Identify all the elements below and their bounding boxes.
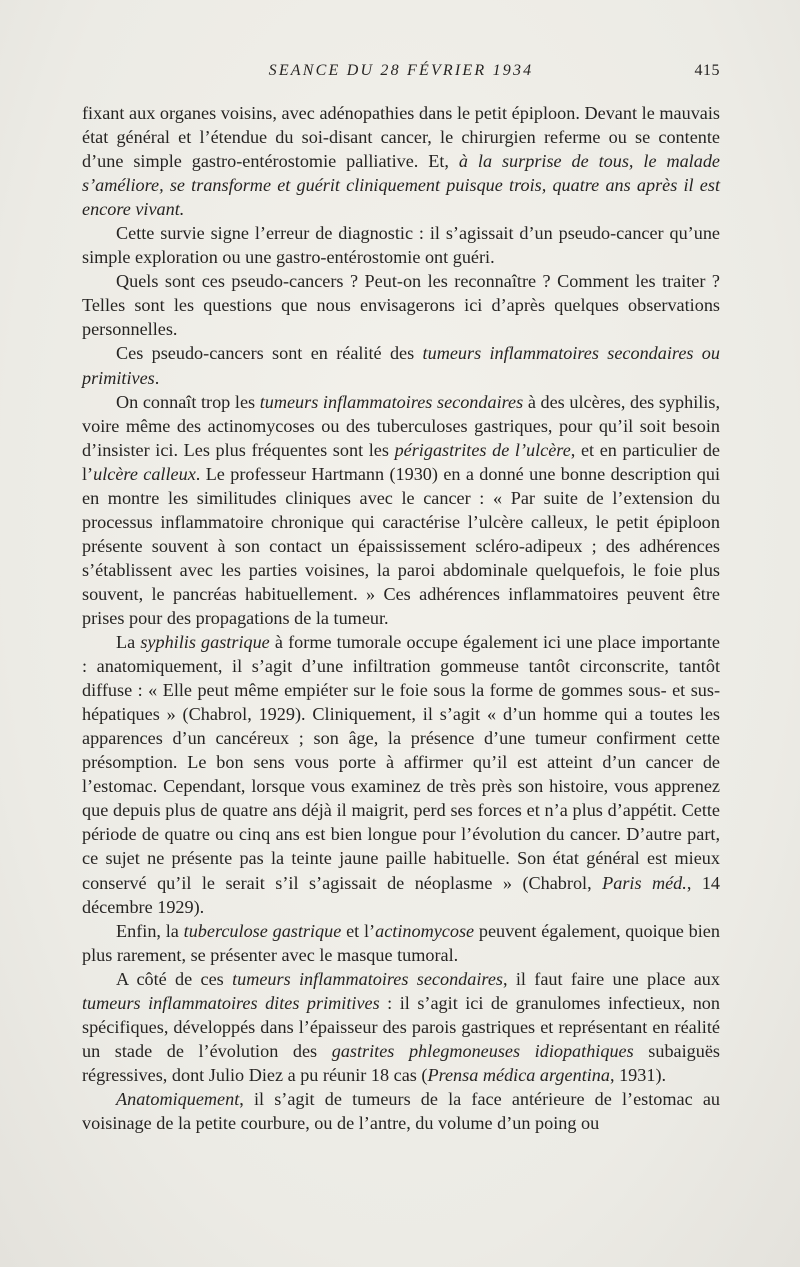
italic-text: actinomycose bbox=[375, 920, 475, 941]
body-text bbox=[82, 101, 720, 1135]
italic-text: périgastrites de l’ulcère bbox=[394, 439, 571, 460]
paragraph bbox=[82, 630, 720, 919]
paragraph bbox=[82, 341, 720, 389]
paragraph bbox=[82, 919, 720, 967]
text-run: subaiguës régressives, dont Julio Diez a pu réunir 18 cas ( bbox=[82, 1040, 721, 1085]
text-run: Quels sont ces pseudo-cancers ? Peut-on les reconnaître ? Comment les traiter ? Telles sont les questions que nous envisagerons ici d’après quelques observations personnelles. bbox=[82, 271, 720, 340]
text-run: peuvent également, quoique bien plus rarement, se présenter avec le masque tumoral. bbox=[82, 920, 720, 965]
italic-text: tumeurs inflammatoires secondaires ou primitives bbox=[82, 343, 720, 388]
paragraph bbox=[82, 1087, 720, 1135]
text-run: à des ulcères, des syphilis, voire même des actinomycoses ou des tuberculoses gastriques, pour qu’il soit besoin d’insister ici. Les plus fréquentes sont les bbox=[82, 391, 720, 460]
text-run: . bbox=[154, 367, 160, 388]
text-run: Cette survie signe l’erreur de diagnostic : il s’agissait d’un pseudo-cancer qu’une simple exploration ou une gastro-entérostomie ont guéri. bbox=[82, 223, 720, 268]
italic-text: gastrites phlegmoneuses idiopathiques bbox=[331, 1040, 634, 1061]
paragraph bbox=[82, 967, 720, 1087]
paragraph bbox=[82, 269, 720, 341]
text-run: On connaît trop les bbox=[116, 391, 260, 412]
italic-text: à la surprise de tous, le malade s’améliore, se transforme et guérit cliniquement puisque trois, quatre ans après il est encore vivant. bbox=[82, 151, 720, 220]
text-run: , et en particulier de l’ bbox=[82, 439, 720, 484]
text-run: . Le professeur Hartmann (1930) en a donné une bonne description qui en montre les similitudes cliniques avec le cancer : « Par suite de l’extension du processus inflammatoire chronique qui caractérise l’ulcère calleux, le petit épiploon présente souvent à son contact un épaississement scléro-adipeux ; des adhérences s’établissent avec les parties voisines, la paroi abdominale quelquefois, le foie plus souvent, le pancréas habituellement. » Ces adhérences inflammatoires peuvent être prises pour des propagations de la tumeur. bbox=[82, 463, 721, 628]
italic-text: ulcère calleux bbox=[93, 463, 196, 484]
paragraph bbox=[82, 221, 720, 269]
text-run: et l’ bbox=[341, 920, 376, 941]
italic-text: Anatomiquement bbox=[116, 1088, 240, 1109]
running-head bbox=[82, 60, 720, 84]
paragraph bbox=[82, 390, 720, 630]
text-run: , 14 décembre 1929). bbox=[82, 872, 721, 917]
text-run: Ces pseudo-cancers sont en réalité des bbox=[116, 343, 423, 364]
italic-text: Paris méd. bbox=[602, 872, 687, 893]
italic-text: tuberculose gastrique bbox=[183, 920, 342, 941]
text-run: , il s’agit de tumeurs de la face antérieure de l’estomac au voisinage de la petite courbure, ou de l’antre, du volume d’un poing ou bbox=[82, 1088, 720, 1133]
running-head-title: SEANCE DU 28 FÉVRIER 1934 bbox=[268, 62, 534, 79]
text-run: fixant aux organes voisins, avec adénopathies dans le petit épiploon. Devant le mauvais état général et l’étendue du soi-disant cancer, le chirurgien referme ou se contente d’une simple gastro-entérostomie palliative. Et, bbox=[82, 103, 720, 172]
text-run: , il faut faire une place aux bbox=[502, 968, 720, 989]
italic-text: syphilis gastrique bbox=[140, 632, 270, 653]
paragraph bbox=[82, 101, 720, 221]
text-run: , 1931). bbox=[609, 1064, 667, 1085]
page-number: 415 bbox=[694, 62, 720, 79]
italic-text: tumeurs inflammatoires dites primitives bbox=[82, 992, 380, 1013]
text-run: Enfin, la bbox=[116, 920, 184, 941]
text-run: La bbox=[116, 632, 141, 653]
italic-text: tumeurs inflammatoires secondaires bbox=[232, 968, 503, 989]
text-run: : il s’agit ici de granulomes infectieux, non spécifiques, développés dans l’épaisseur des parois gastriques et représentant en réalité un stade de l’évolution des bbox=[82, 992, 720, 1061]
italic-text: tumeurs inflammatoires secondaires bbox=[259, 391, 524, 412]
text-run: A côté de ces bbox=[116, 968, 233, 989]
italic-text: Prensa médica argentina bbox=[427, 1064, 610, 1085]
text-run: à forme tumorale occupe également ici une place importante : anatomiquement, il s’agit d’une infiltration gommeuse tantôt circonscrite, tantôt diffuse : « Elle peut même empiéter sur le foie sous la forme de gommes sous- et sus-hépatiques » (Chabrol, 1929). Cliniquement, il s’agit « d’un homme qui a toutes les apparences d’un cancéreux ; son âge, la présence d’une tumeur confirment cette présomption. Le bon sens vous porte à affirmer qu’il est atteint d’un cancer de l’estomac. Cependant, lorsque vous examinez de très près son histoire, vous apprenez que depuis plus de quatre ans déjà il maigrit, perd ses forces et n’a plus d’appétit. Cette période de quatre ou cinq ans est bien longue pour l’évolution du cancer. D’autre part, ce sujet ne présente pas la teinte jaune paille habituelle. Son état général est mieux conservé qu’il le serait s’il s’agissait de néoplasme » (Chabrol, bbox=[82, 632, 720, 893]
